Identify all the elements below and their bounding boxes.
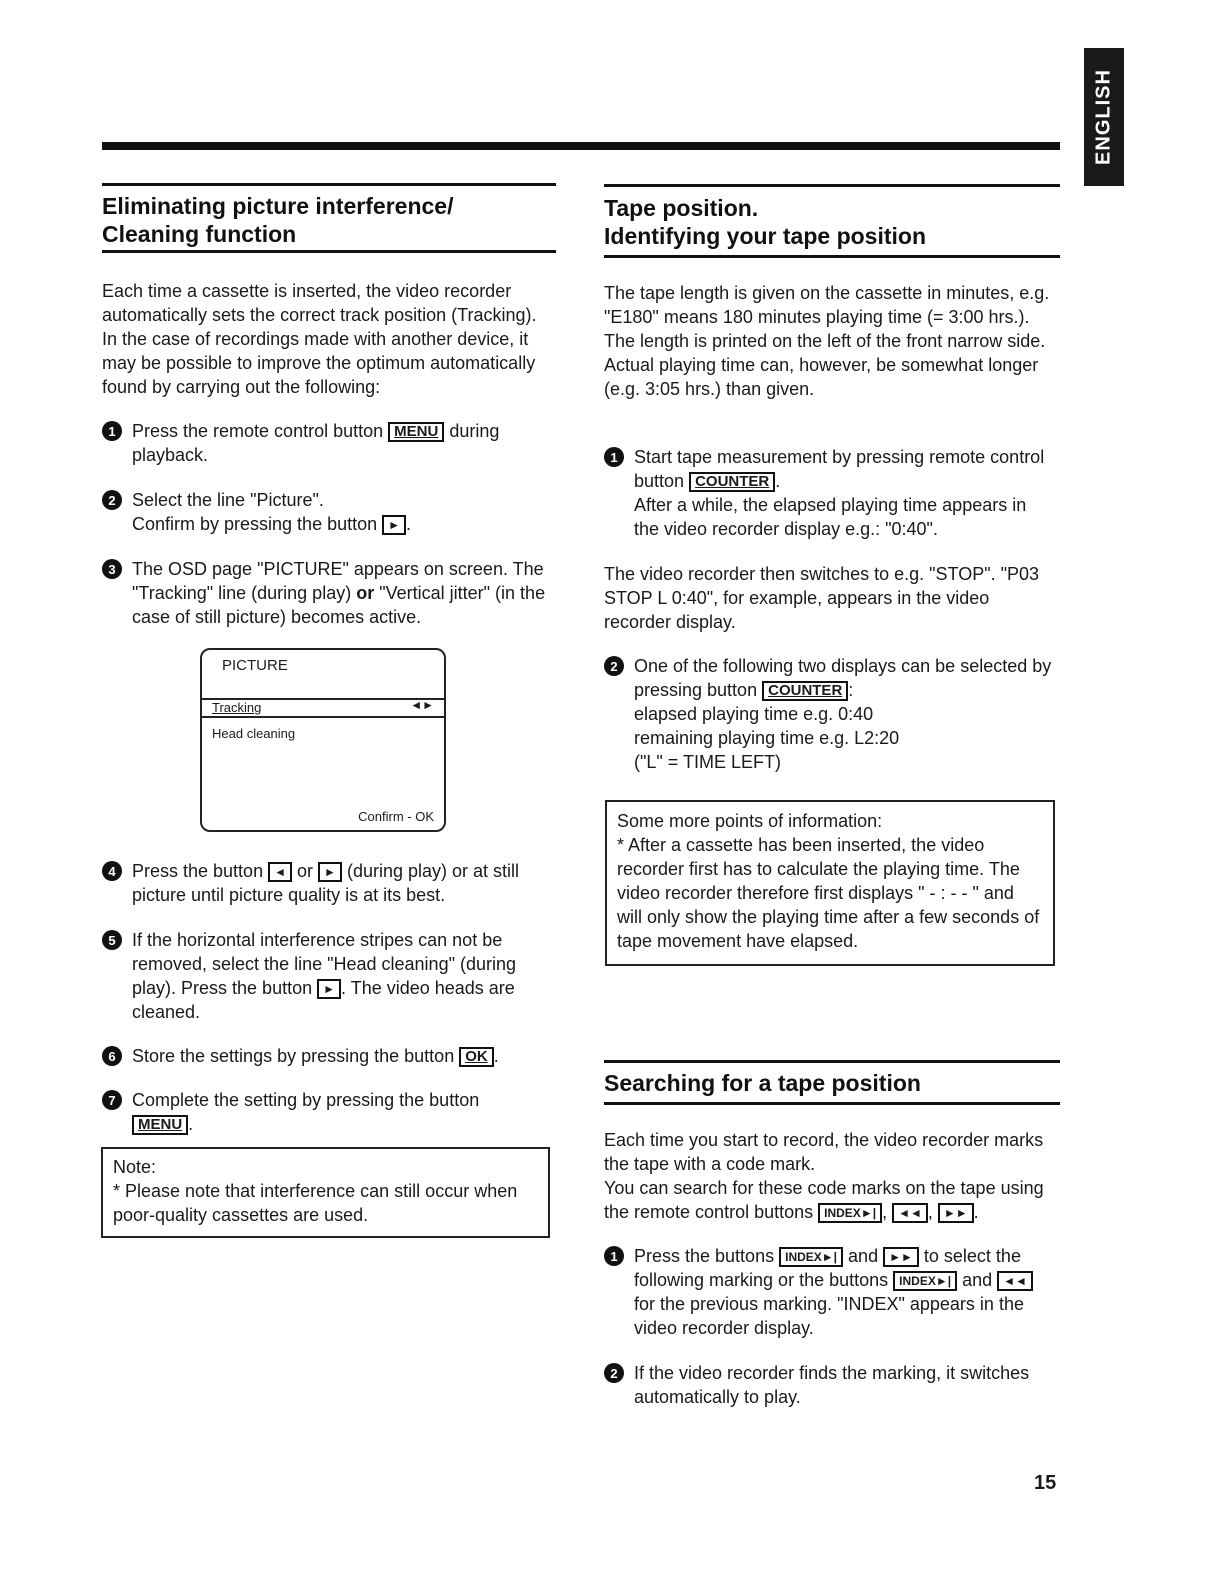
counter-key: COUNTER: [762, 681, 848, 701]
step-text: elapsed playing time e.g. 0:40: [634, 704, 874, 724]
language-tab: [1084, 48, 1124, 186]
top-rule: [102, 142, 1060, 150]
step-7: [102, 1088, 554, 1136]
info-text: * After a cassette has been inserted, the video recorder first has to calculate the playing time. The video recorder therefore first displays " - : - - " and will only show the playing time after a few seconds of tape movement have elapsed.: [617, 835, 1040, 951]
step-6: [102, 1044, 554, 1068]
step-bullet: 7: [102, 1090, 122, 1110]
step-text: Press the remote control button: [132, 421, 384, 441]
right-key: ►: [317, 979, 341, 999]
fast-forward-key: ►►: [938, 1203, 974, 1223]
tape-intro-text-2: The length is printed on the left of the front narrow side. Actual playing time can, however, be somewhat longer (e.g. 3:05 hrs.) than given.: [604, 331, 1046, 399]
osd-selected-row: [202, 698, 444, 718]
step-text: After a while, the elapsed playing time appears in the video recorder display e.g.: "0:40".: [634, 495, 1027, 539]
step-text: Press the button: [132, 861, 264, 881]
heading-line: Eliminating picture interference/: [102, 193, 454, 219]
osd-tracking-label: Tracking: [212, 700, 262, 715]
step-text: .: [775, 471, 781, 491]
search-step-1: [604, 1244, 1056, 1340]
step-text: Store the settings by pressing the button: [132, 1046, 455, 1066]
step-text: and: [962, 1270, 993, 1290]
note-box: [101, 1147, 550, 1238]
step-text: "Vertical jitter" (in the case of still picture) becomes active.: [132, 583, 546, 627]
step-text: remaining playing time e.g. L2:20: [634, 728, 900, 748]
step-text: Press the buttons: [634, 1246, 775, 1266]
step-text: You can search for these code marks on the tape using the remote control buttons: [604, 1178, 1044, 1222]
index-key: INDEX►|: [779, 1247, 843, 1267]
left-key: ◄: [268, 862, 292, 882]
step-text: Complete the setting by pressing the button: [132, 1090, 480, 1110]
step-text: :: [848, 680, 854, 700]
note-title: Note:: [113, 1157, 157, 1177]
step-text: (during play) or at still picture until picture quality is at its best.: [132, 861, 520, 905]
tape-intro-text: The tape length is given on the cassette in minutes, e.g. "E180" means 180 minutes playing time (= 3:00 hrs.).: [604, 283, 1050, 327]
step-bullet: 6: [102, 1046, 122, 1066]
step-text: If the video recorder finds the marking, it switches automatically to play.: [634, 1363, 1030, 1407]
step-text: One of the following two displays can be selected by pressing button: [634, 656, 1052, 700]
section-heading-tape-position: [604, 184, 1060, 258]
step-bullet: 4: [102, 861, 122, 881]
language-tab-label: ENGLISH: [1092, 69, 1115, 165]
step-text: to select the following marking or the buttons: [634, 1246, 1021, 1290]
search-intro-text-2: You can search for these code marks on the tape using the remote control buttons INDEX►| , ◄◄ , ►► .: [604, 1178, 1044, 1222]
step-text: . The video heads are cleaned.: [132, 978, 515, 1022]
osd-arrows-icon: ◄►: [410, 698, 434, 712]
heading-line: Cleaning function: [102, 221, 297, 247]
right-key: ►: [382, 515, 406, 535]
mid-paragraph: The video recorder then switches to e.g. "STOP". "P03 STOP L 0:40", for example, appears in the video recorder display.: [604, 564, 1040, 632]
step-text: during playback.: [132, 421, 500, 465]
info-box: [605, 800, 1055, 966]
osd-confirm: Confirm - OK: [358, 809, 434, 824]
step-1: [102, 419, 554, 467]
step-4: [102, 859, 554, 907]
osd-head-cleaning: Head cleaning: [212, 726, 296, 741]
step-text: for the previous marking. "INDEX" appears in the video recorder display.: [634, 1294, 1024, 1338]
step-text: or: [297, 861, 314, 881]
intro-paragraph: Each time a cassette is inserted, the video recorder automatically sets the correct track position (Tracking). In the case of recordings made with another device, it may be possible to improve the optimum automatically found by carrying out the following:: [102, 281, 537, 397]
fast-forward-key: ►►: [883, 1247, 919, 1267]
step-2: [102, 488, 554, 536]
section-heading-searching: [604, 1060, 1060, 1105]
step-bullet: 2: [102, 490, 122, 510]
step-text: ("L" = TIME LEFT): [634, 752, 781, 772]
step-bullet: 2: [604, 656, 624, 676]
info-title: Some more points of information:: [617, 811, 883, 831]
osd-title: PICTURE: [222, 657, 288, 674]
step-text: .: [188, 1114, 194, 1134]
search-intro: [604, 1128, 1058, 1224]
menu-key: MENU: [388, 422, 444, 442]
search-step-2: [604, 1361, 1056, 1409]
step-bullet: 3: [102, 559, 122, 579]
step-bullet: 1: [604, 447, 624, 467]
right-key: ►: [318, 862, 342, 882]
tape-intro: [604, 281, 1056, 401]
step-bullet: 5: [102, 930, 122, 950]
heading-line: Searching for a tape position: [604, 1070, 921, 1096]
step-text-bold: or: [356, 583, 375, 603]
index-key: INDEX►|: [818, 1203, 882, 1223]
ok-key: OK: [459, 1047, 494, 1067]
step-text: .: [406, 514, 412, 534]
tape-step-1: [604, 445, 1056, 541]
rewind-key: ◄◄: [892, 1203, 928, 1223]
step-text: Select the line "Picture".: [132, 490, 324, 510]
step-text: Start tape measurement by pressing remote control button: [634, 447, 1045, 491]
step-text: The OSD page "PICTURE" appears on screen. The "Tracking" line (during play): [132, 559, 544, 603]
step-bullet: 2: [604, 1363, 624, 1383]
section-heading-cleaning: [102, 183, 556, 253]
step-text: Confirm by pressing the button: [132, 514, 378, 534]
step-5: [102, 928, 554, 1024]
heading-line: Identifying your tape position: [604, 223, 926, 249]
note-text: * Please note that interference can still occur when poor-quality cassettes are used.: [113, 1181, 518, 1225]
heading-line: Tape position.: [604, 195, 759, 221]
step-3: [102, 557, 554, 629]
step-text: and: [848, 1246, 879, 1266]
page-number: 15: [1034, 1472, 1057, 1494]
counter-key: COUNTER: [689, 472, 775, 492]
osd-picture-menu: [200, 648, 446, 832]
step-bullet: 1: [604, 1246, 624, 1266]
step-text: If the horizontal interference stripes can not be removed, select the line "Head cleaning" (during play). Press the button: [132, 930, 516, 998]
menu-key: MENU: [132, 1115, 188, 1135]
search-intro-text: Each time you start to record, the video recorder marks the tape with a code mark.: [604, 1130, 1044, 1174]
rewind-key: ◄◄: [997, 1271, 1033, 1291]
step-bullet: 1: [102, 421, 122, 441]
step-text: .: [493, 1046, 499, 1066]
tape-step-2: [604, 654, 1056, 774]
index-key: INDEX►|: [893, 1271, 957, 1291]
